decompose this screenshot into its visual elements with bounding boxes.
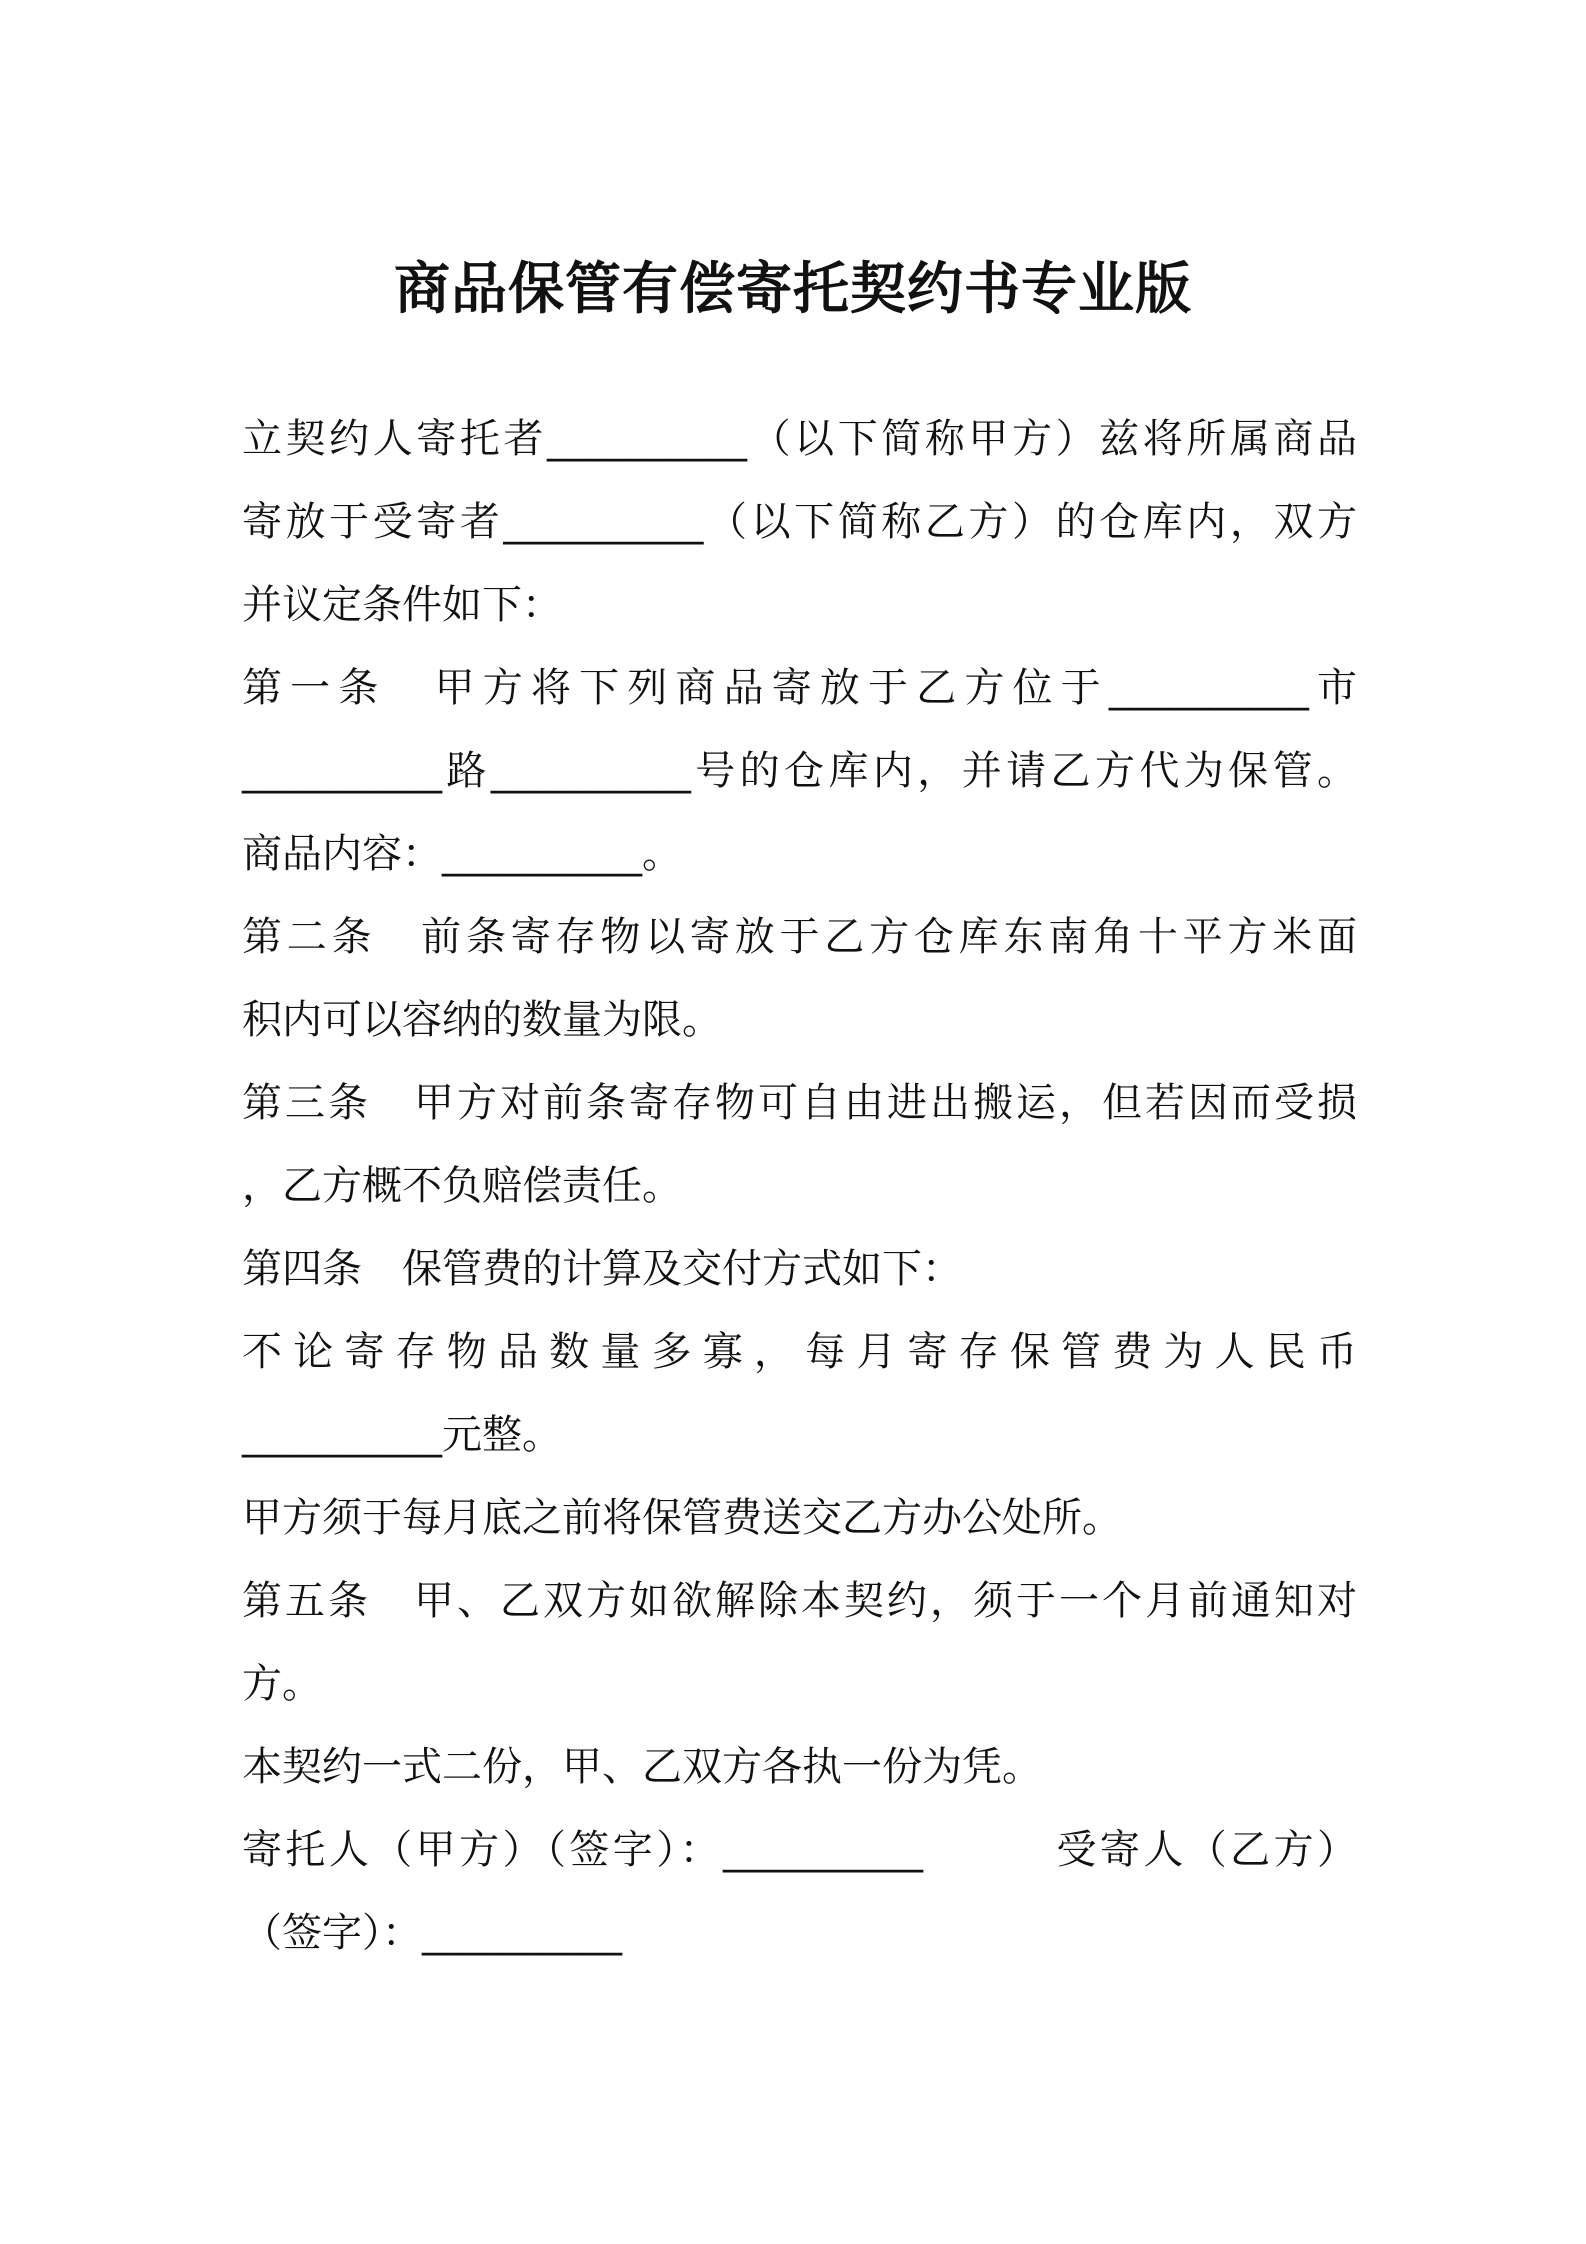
- body-line: 第三条 甲方对前条寄存物可自由进出搬运，但若因而受损: [242, 1080, 1357, 1126]
- body-line: 积内可以容纳的数量为限。: [242, 997, 722, 1043]
- signature-line: [242, 1892, 1357, 1975]
- party-a-signature: 寄托人（甲方）（签字）：__________: [242, 1827, 924, 1873]
- party-b-label: 受寄人（乙方）: [1053, 1827, 1358, 1873]
- party-b-signature: （签字）：__________: [242, 1910, 622, 1956]
- body-line: 本契约一式二份，甲、乙双方各执一份为凭。: [242, 1744, 1042, 1790]
- signature-line: [242, 1809, 1357, 1892]
- body-line: 第一条 甲方将下列商品寄放于乙方位于__________市: [242, 665, 1357, 711]
- body-line: __________元整。: [242, 1412, 562, 1458]
- body-line: 第二条 前条寄存物以寄放于乙方仓库东南角十平方米面: [242, 914, 1357, 960]
- body-line: 商品内容：__________。: [242, 831, 682, 877]
- body-line: 第五条 甲、乙双方如欲解除本契约，须于一个月前通知对: [242, 1578, 1357, 1624]
- document-title: 商品保管有偿寄托契约书专业版: [394, 257, 1192, 322]
- body-line: ，乙方概不负赔偿责任。: [242, 1163, 682, 1209]
- body-line: __________路__________号的仓库内，并请乙方代为保管。: [242, 748, 1357, 794]
- body-line: 方。: [242, 1661, 322, 1707]
- body-line: 第四条 保管费的计算及交付方式如下：: [242, 1246, 962, 1292]
- body-line: 立契约人寄托者__________（以下简称甲方）兹将所属商品: [242, 416, 1357, 462]
- document-body: [242, 398, 1357, 1975]
- body-line: 不论寄存物品数量多寡，每月寄存保管费为人民币: [242, 1329, 1357, 1375]
- body-line: 甲方须于每月底之前将保管费送交乙方办公处所。: [242, 1495, 1122, 1541]
- body-line: 并议定条件如下：: [242, 582, 562, 628]
- body-line: 寄放于受寄者__________（以下简称乙方）的仓库内，双方: [242, 499, 1357, 545]
